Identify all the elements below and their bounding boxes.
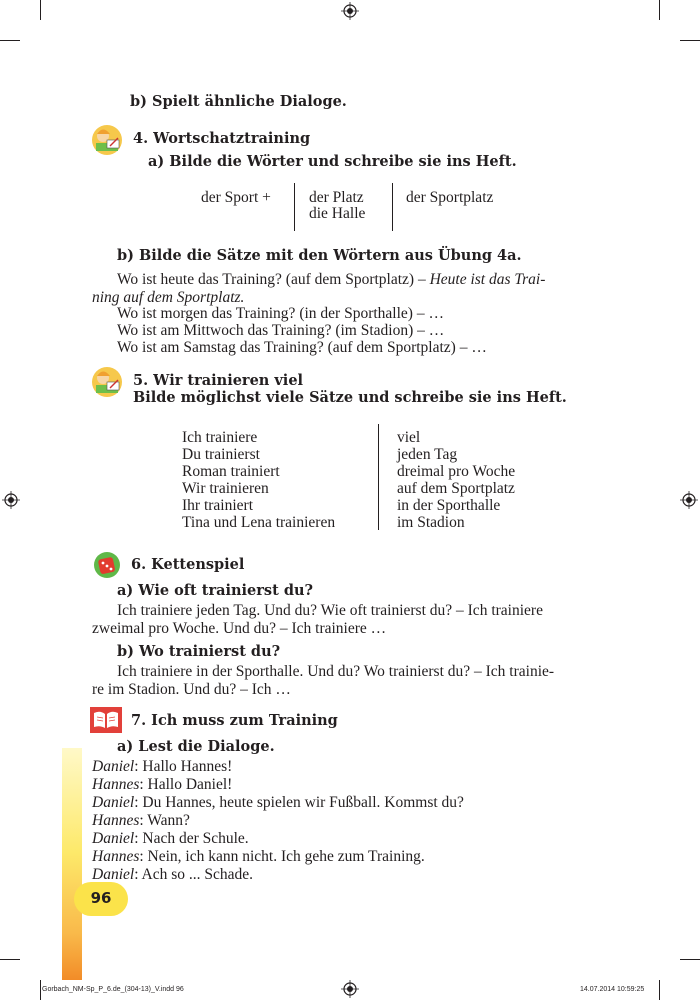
exercise-7a-title: a) Lest die Dialoge. — [117, 738, 275, 755]
subject-item: Tina und Lena trainieren — [182, 514, 336, 531]
exercise-5-title: 5. Wir trainieren viel — [133, 372, 304, 389]
exercise-4b-answer: Heute ist das Trai- — [429, 271, 546, 288]
dialog-text: : Nach der Schule. — [134, 830, 249, 847]
table-divider — [294, 183, 295, 231]
exercise-4a-title: a) Bilde die Wörter und schreibe sie ins Heft. — [148, 153, 517, 170]
dialog-line — [92, 812, 190, 830]
dialog-line — [92, 776, 232, 794]
registration-mark-icon — [680, 491, 698, 509]
speaker: Hannes — [92, 812, 140, 829]
exercise-6b-title: b) Wo trainierst du? — [117, 643, 281, 660]
dialog-line — [92, 830, 249, 848]
dialog-line — [92, 794, 464, 812]
exercise-7-title: 7. Ich muss zum Training — [131, 712, 338, 729]
exercise-4-title: 4. Wortschatztraining — [133, 130, 311, 147]
subject-item: Du trainierst — [182, 446, 260, 463]
word-right: der Sportplatz — [406, 189, 494, 206]
speaker: Hannes — [92, 848, 140, 865]
dialog-text: : Hallo Daniel! — [139, 776, 233, 793]
speaker: Daniel — [92, 830, 135, 847]
dialog-line — [92, 848, 425, 866]
footer-timestamp: 14.07.2014 10:59:25 — [580, 986, 645, 993]
subject-item: Wir trainieren — [182, 480, 269, 497]
crop-mark — [680, 40, 700, 41]
word-left: der Sport + — [201, 189, 271, 206]
exercise-4b-line-text: Wo ist heute das Training? (auf dem Sportplatz) – — [117, 271, 426, 288]
crop-mark — [680, 959, 700, 960]
exercise-4b-line — [117, 271, 545, 289]
page-number: 96 — [90, 889, 112, 907]
table-divider — [378, 424, 379, 530]
exercise-6a-line: Ich trainiere jeden Tag. Und du? Wie oft trainierst du? – Ich trainiere — [117, 602, 543, 619]
adverb-item: jeden Tag — [397, 446, 458, 463]
dialog-text: : Ach so ... Schade. — [134, 866, 254, 883]
crop-mark — [659, 0, 660, 20]
margin-band — [62, 748, 82, 980]
speaker: Daniel — [92, 866, 135, 883]
dialog-text: : Wann? — [139, 812, 190, 829]
crop-mark — [40, 0, 41, 20]
open-book-icon — [90, 707, 122, 733]
exercise-4b-line: Wo ist morgen das Training? (in der Sporthalle) – … — [117, 305, 444, 322]
registration-mark-icon — [341, 980, 359, 998]
exercise-6b-line: Ich trainiere in der Sporthalle. Und du? Wo trainierst du? – Ich trainie- — [117, 663, 555, 680]
word-mid-2: die Halle — [309, 205, 366, 222]
exercise-4b-answer-2: ning auf dem Sportplatz. — [92, 289, 245, 306]
dialog-line — [92, 758, 232, 776]
adverb-item: auf dem Sportplatz — [397, 480, 515, 497]
dialog-text: : Nein, ich kann nicht. Ich gehe zum Training. — [139, 848, 425, 865]
crop-mark — [40, 980, 41, 1000]
adverb-item: im Stadion — [397, 514, 465, 531]
section-3b-title: b) Spielt ähnliche Dialoge. — [130, 93, 347, 110]
exercise-6a-title: a) Wie oft trainierst du? — [117, 582, 314, 599]
dialog-text: : Hallo Hannes! — [134, 758, 233, 775]
exercise-4b-title: b) Bilde die Sätze mit den Wörtern aus Übung 4a. — [117, 247, 522, 264]
speaker: Daniel — [92, 794, 135, 811]
adverb-item: in der Sporthalle — [397, 497, 501, 514]
dice-game-icon — [93, 551, 121, 579]
crop-mark — [659, 980, 660, 1000]
word-mid-1: der Platz — [309, 189, 364, 206]
writing-student-icon — [90, 124, 124, 156]
table-divider — [392, 183, 393, 231]
footer-file-info: Gorbach_NM-Sp_P_6.de_(304-13)_V.indd 96 — [42, 986, 184, 993]
speaker: Hannes — [92, 776, 140, 793]
exercise-4b-line: Wo ist am Mittwoch das Training? (im Stadion) – … — [117, 322, 445, 339]
speaker: Daniel — [92, 758, 135, 775]
crop-mark — [0, 40, 20, 41]
exercise-6b-line: re im Stadion. Und du? – Ich … — [92, 681, 291, 698]
writing-student-icon — [90, 366, 124, 398]
dialog-text: : Du Hannes, heute spielen wir Fußball. Kommst du? — [134, 794, 464, 811]
subject-item: Roman trainiert — [182, 463, 280, 480]
dialog-line — [92, 866, 253, 884]
exercise-6a-line: zweimal pro Woche. Und du? – Ich trainiere … — [92, 620, 387, 637]
adverb-item: viel — [397, 429, 421, 446]
registration-mark-icon — [2, 491, 20, 509]
subject-item: Ich trainiere — [182, 429, 258, 446]
registration-mark-icon — [341, 2, 359, 20]
exercise-5-subtitle: Bilde möglichst viele Sätze und schreibe sie ins Heft. — [133, 389, 567, 406]
exercise-6-title: 6. Kettenspiel — [131, 556, 245, 573]
exercise-4b-line: Wo ist am Samstag das Training? (auf dem Sportplatz) – … — [117, 339, 487, 356]
crop-mark — [0, 959, 20, 960]
subject-item: Ihr trainiert — [182, 497, 254, 514]
adverb-item: dreimal pro Woche — [397, 463, 516, 480]
